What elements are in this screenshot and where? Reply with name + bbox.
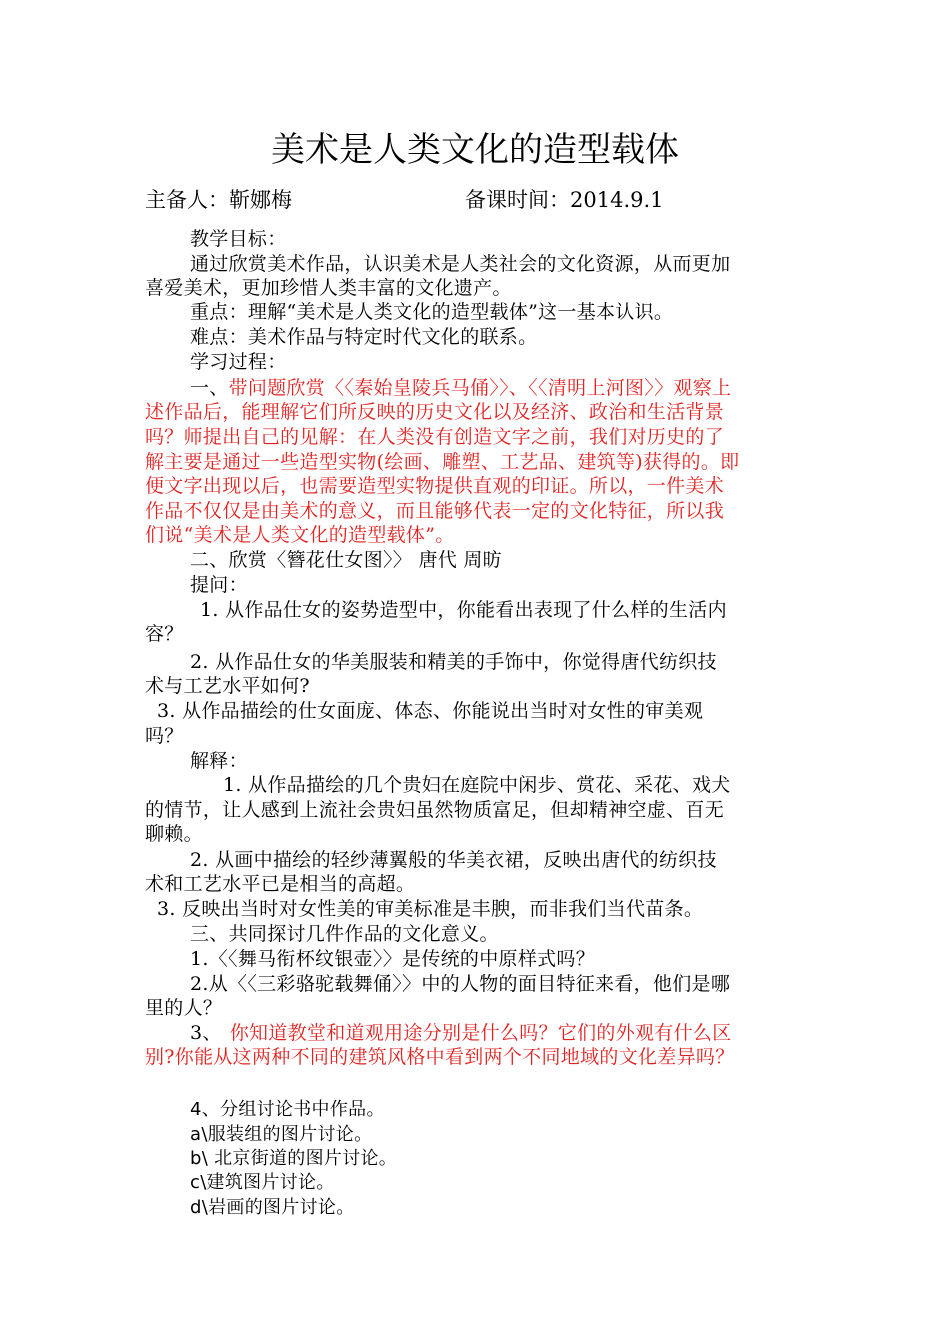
- preparer: 主备人：靳娜梅: [145, 188, 292, 212]
- section3-item-3a: [145, 1021, 855, 1046]
- section4-item-d: d\岩画的图片讨论。: [190, 1197, 355, 1218]
- objectives-text-1: 通过欣赏美术作品，认识美术是人类社会的文化资源，从而更加: [190, 253, 731, 275]
- section1-line-3: 吗？师提出自己的见解：在人类没有创造文字之前，我们对历史的了: [145, 426, 725, 448]
- explain-1a: 1. 从作品描绘的几个贵妇在庭院中闲步、赏花、采花、戏犬: [223, 774, 731, 796]
- section3-item-1: 1.〈〈舞马衔杯纹银壶〉〉是传统的中原样式吗？: [190, 948, 596, 970]
- objectives-text-2: 喜爱美术，更加珍惜人类丰富的文化遗产。: [145, 277, 512, 299]
- explain-1c: 聊赖。: [145, 823, 203, 845]
- section3-item-3-text: 你知道教堂和道观用途分别是什么吗？它们的外观有什么区: [229, 1022, 732, 1044]
- section3-item-3-prefix: 3、: [190, 1022, 222, 1044]
- document-title: 美术是人类文化的造型载体: [271, 130, 679, 170]
- section1-line-6: 作品不仅仅是由美术的意义，而且能够代表一定的文化特征，所以我: [145, 500, 725, 522]
- section3-heading: 三、共同探讨几件作品的文化意义。: [190, 923, 499, 945]
- section1-line-5: 便文字出现以后，也需要造型实物提供直观的印证。所以，一件美术: [145, 475, 725, 497]
- process-label: 学习过程：: [190, 351, 287, 373]
- section3-item-2b: 里的人？: [145, 997, 223, 1019]
- section3-item-3b: 别?你能从这两种不同的建筑风格中看到两个不同地域的文化差异吗？: [145, 1046, 735, 1068]
- question-1b: 容？: [145, 623, 184, 645]
- section1-line-1: [145, 376, 855, 401]
- section4-item-b: b\ 北京街道的图片讨论。: [190, 1148, 398, 1169]
- section4-item-c: c\建筑图片讨论。: [190, 1172, 335, 1193]
- section1-line-4: 解主要是通过一些造型实物(绘画、雕塑、工艺品、建筑等)获得的。即: [145, 451, 740, 473]
- section4-item-a: a\服装组的图片讨论。: [190, 1124, 373, 1145]
- explain-label: 解释：: [190, 750, 248, 772]
- question-1a: 1. 从作品仕女的姿势造型中，你能看出表现了什么样的生活内: [200, 599, 727, 621]
- explain-3: 3. 反映出当时对女性美的审美标准是丰腴，而非我们当代苗条。: [157, 898, 704, 920]
- question-label: 提问：: [190, 574, 248, 596]
- section3-item-2a: 2.从〈〈三彩骆驼载舞俑〉〉中的人物的面目特征来看，他们是哪: [190, 973, 731, 995]
- section2-heading: 二、欣赏〈簪花仕女图〉〉 唐代 周昉: [190, 549, 502, 571]
- section1-text-1: 带问题欣赏〈〈秦始皇陵兵马俑〉〉、〈〈清明上河图〉〉观察上: [228, 377, 732, 399]
- objectives-label: 教学目标：: [190, 228, 287, 250]
- explain-2b: 术和工艺水平已是相当的高超。: [145, 873, 416, 895]
- question-3b: 吗？: [145, 725, 184, 747]
- section1-prefix: 一、: [190, 377, 229, 399]
- prep-time: 备课时间：2014.9.1: [465, 188, 664, 212]
- question-2a: 2. 从作品仕女的华美服装和精美的手饰中，你觉得唐代纺织技: [190, 651, 717, 673]
- section4-heading: 4、分组讨论书中作品。: [190, 1099, 385, 1120]
- question-2b: 术与工艺水平如何?: [145, 675, 310, 697]
- explain-2a: 2. 从画中描绘的轻纱薄翼般的华美衣裙，反映出唐代的纺织技: [190, 849, 717, 871]
- explain-1b: 的情节，让人感到上流社会贵妇虽然物质富足，但却精神空虚、百无: [145, 799, 725, 821]
- section1-line-7: 们说“美术是人类文化的造型载体”。: [145, 524, 455, 546]
- difficulty: 难点：美术作品与特定时代文化的联系。: [190, 326, 538, 348]
- question-3a: 3. 从作品描绘的仕女面庞、体态、你能说出当时对女性的审美观: [157, 700, 704, 722]
- section1-line-2: 述作品后，能理解它们所反映的历史文化以及经济、政治和生活背景: [145, 401, 725, 423]
- key-point: 重点：理解“美术是人类文化的造型载体”这一基本认识。: [190, 301, 674, 323]
